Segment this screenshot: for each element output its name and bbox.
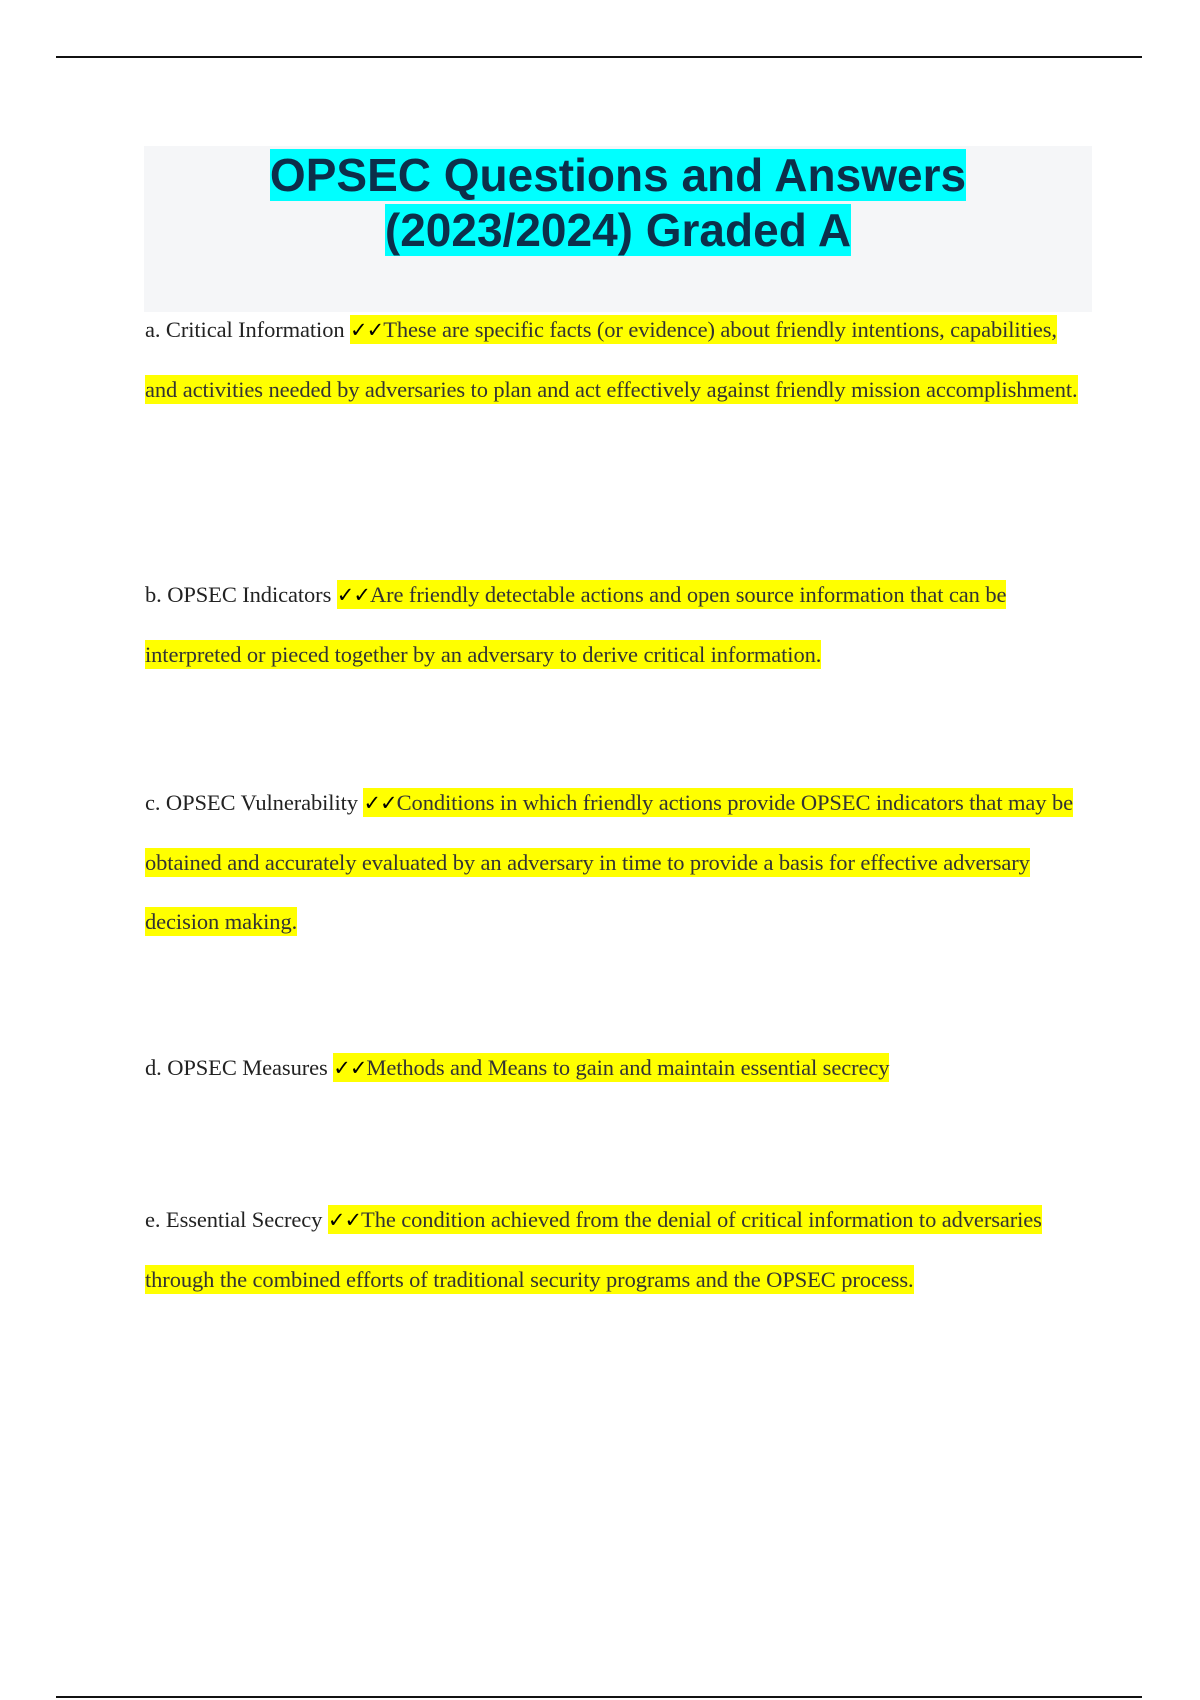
double-check-icon: ✓✓ (333, 1056, 367, 1080)
title-line-1: OPSEC Questions and Answers (269, 149, 967, 201)
qa-answer-highlight (333, 1053, 889, 1082)
double-check-icon: ✓✓ (327, 1208, 362, 1232)
qa-answer: Methods and Means to gain and maintain essential secrecy (366, 1055, 890, 1080)
qa-item-opsec-indicators (145, 565, 1085, 684)
qa-answer: Conditions in which friendly actions provide OPSEC indicators that may be obtained and accurately evaluated by an adversary in time to provide a basis for effective adversary decision making. (145, 790, 1073, 934)
qa-item-opsec-vulnerability (145, 773, 1085, 951)
qa-term: a. Critical Information (145, 317, 345, 342)
page-title (144, 146, 1092, 258)
qa-term: d. OPSEC Measures (145, 1055, 328, 1080)
qa-term: e. Essential Secrecy (145, 1207, 323, 1232)
double-check-icon: ✓✓ (336, 583, 370, 607)
title-banner (144, 146, 1092, 312)
title-line-2: (2023/2024) Graded A (384, 204, 852, 256)
top-rule (56, 56, 1142, 58)
double-check-icon: ✓✓ (363, 791, 397, 815)
qa-item-opsec-measures (145, 1038, 1085, 1098)
bottom-rule (56, 1696, 1142, 1698)
qa-answer: Are friendly detectable actions and open source information that can be interpreted or pieced together by an adversary to derive critical information. (145, 582, 1007, 667)
qa-answer: These are specific facts (or evidence) about friendly intentions, capabilities, and activities needed by adversaries to plan and act effectively against friendly mission accomplishment. (145, 317, 1078, 402)
double-check-icon: ✓✓ (350, 318, 384, 342)
qa-answer: The condition achieved from the denial of critical information to adversaries through the combined efforts of traditional security programs and the OPSEC process. (145, 1207, 1042, 1292)
qa-item-essential-secrecy (145, 1190, 1085, 1309)
qa-item-critical-information (145, 300, 1085, 419)
qa-term: b. OPSEC Indicators (145, 582, 332, 607)
qa-term: c. OPSEC Vulnerability (145, 790, 358, 815)
